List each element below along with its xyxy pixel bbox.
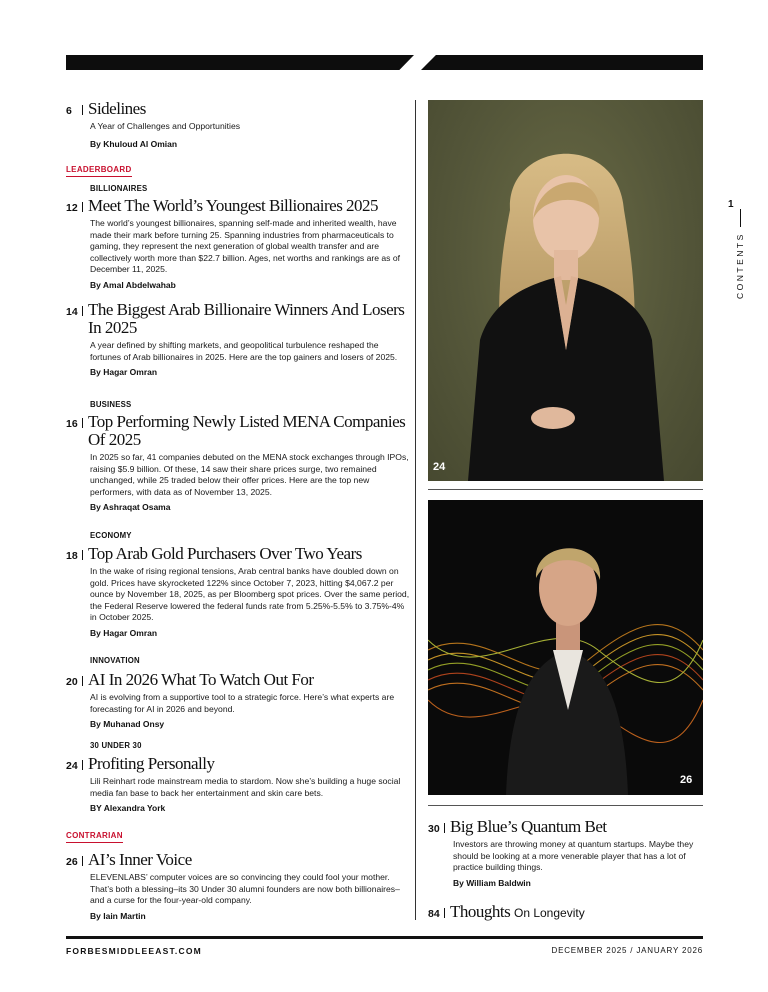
entry-title[interactable]: AI’s Inner Voice	[88, 850, 192, 869]
column-divider	[415, 100, 416, 920]
thoughts-subtitle: On Longevity	[513, 906, 585, 920]
sidebar-section-label: CONTENTS	[735, 232, 745, 299]
portrait-illustration	[428, 500, 703, 795]
category-economy: ECONOMY	[90, 531, 132, 540]
toc-entry-arab-gold-purchasers[interactable]	[66, 545, 411, 638]
category-billionaires: BILLIONAIRES	[90, 184, 148, 193]
toc-entry-mena-companies[interactable]	[66, 413, 411, 512]
entry-title[interactable]: Profiting Personally	[88, 754, 215, 773]
entry-title[interactable]: Sidelines	[88, 99, 146, 118]
page-number: 84	[428, 903, 450, 920]
entry-title[interactable]: AI In 2026 What To Watch Out For	[88, 670, 314, 689]
toc-entry-sidelines[interactable]	[66, 100, 411, 149]
entry-description: In 2025 so far, 41 companies debuted on the MENA stock exchanges through IPOs, raising $5.9 billion. Of these, 14 saw their share prices surge, two remained unchanged, while 25 traded below their offer prices. Here are the top new performers, with data as of November 13, 2025.	[90, 452, 409, 497]
entry-byline: By Muhanad Onsy	[90, 719, 165, 730]
toc-entry-big-blue-quantum[interactable]	[428, 818, 703, 888]
top-banner-left	[66, 55, 414, 70]
entry-byline: By Hagar Omran	[90, 367, 158, 378]
page-number: 6	[66, 100, 88, 117]
portrait-illustration	[428, 100, 703, 481]
entry-title[interactable]	[450, 903, 585, 922]
entry-title[interactable]: Top Arab Gold Purchasers Over Two Years	[88, 544, 362, 563]
page-number: 18	[66, 545, 88, 562]
entry-byline: By Hagar Omran	[90, 627, 158, 638]
sidebar-page-number: 1	[728, 199, 734, 210]
toc-entry-ai-inner-voice[interactable]	[66, 851, 411, 921]
entry-description: Investors are throwing money at quantum startups. Maybe they should be looking at a more venerable player that has a lot of practice building things.	[453, 839, 694, 873]
footer-issue-date: DECEMBER 2025 / JANUARY 2026	[551, 946, 703, 955]
page-number: 16	[66, 413, 88, 430]
entry-description: The world’s youngest billionaires, spanning self-made and inherited wealth, have made their mark before turning 25. Spanning industries from pharmaceuticals to gaming, they represent the next generation of global wealth transfer and are collectively worth more than $22.7 billion. Ages, net worths and rankings are as of December 11, 2025.	[90, 218, 401, 275]
photo-separator-bottom	[428, 805, 703, 806]
photo-separator	[428, 489, 703, 490]
top-banner-right	[421, 55, 703, 70]
entry-byline: By Iain Martin	[90, 910, 146, 921]
cover-photo-elevenlabs-founder[interactable]	[428, 500, 703, 795]
entry-description: A Year of Challenges and Opportunities	[90, 121, 241, 131]
entry-description: ELEVENLABS’ computer voices are so convincing they could fool your mother. That’s both a blessing–its 30 Under 30 alumni founders are now both billionaires– and a curse for the four-year-old company.	[90, 872, 400, 906]
entry-description: In the wake of rising regional tensions, Arab central banks have doubled down on gold. Prices have skyrocketed 122% since October 7, 2023, hitting $4,067.2 per ounce by November 18, 2025, as per Bloomberg spot prices. Over the same period, the Federal Reserve lowered the federal funds rate from 5.25%-5.5% to 3.75%-4% in October 2025.	[90, 566, 410, 623]
entry-byline: By Khuloud Al Omian	[90, 138, 178, 149]
page-number: 30	[428, 818, 450, 835]
cover-photo-lili-reinhart[interactable]	[428, 100, 703, 481]
footer-website[interactable]: FORBESMIDDLEEAST.COM	[66, 946, 202, 956]
entry-description: Lili Reinhart rode mainstream media to stardom. Now she’s building a huge social media fan base to back her entertainment and skin care bets.	[90, 776, 401, 798]
entry-byline: BY Alexandra York	[90, 803, 166, 814]
footer-rule	[66, 936, 703, 939]
photo-page-number: 26	[680, 774, 693, 786]
thoughts-title: Thoughts	[450, 902, 511, 921]
sidebar-rule	[740, 209, 741, 227]
section-label-leaderboard: LEADERBOARD	[66, 165, 132, 177]
entry-byline: By Amal Abdelwahab	[90, 279, 176, 290]
page-number: 20	[66, 671, 88, 688]
entry-title[interactable]: Big Blue’s Quantum Bet	[450, 817, 607, 836]
entry-description: A year defined by shifting markets, and geopolitical turbulence reshaped the fortunes of Arab billionaires in 2025. Here are the top gainers and losers of 2025.	[90, 340, 398, 362]
toc-entry-youngest-billionaires[interactable]	[66, 197, 411, 290]
entry-title[interactable]: Top Performing Newly Listed MENA Companies Of 2025	[88, 412, 406, 449]
entry-byline: By William Baldwin	[453, 877, 531, 888]
entry-byline: By Ashraqat Osama	[90, 502, 171, 513]
page-number: 14	[66, 301, 88, 318]
toc-entry-ai-2026[interactable]	[66, 671, 411, 729]
toc-entry-profiting-personally[interactable]	[66, 755, 411, 813]
section-label-contrarian: CONTRARIAN	[66, 831, 123, 843]
entry-description: AI is evolving from a supportive tool to a strategic force. Here’s what experts are forecasting for AI in 2026 and beyond.	[90, 692, 395, 714]
entry-title[interactable]: Meet The World’s Youngest Billionaires 2025	[88, 196, 379, 215]
page-number: 26	[66, 851, 88, 868]
entry-title[interactable]: The Biggest Arab Billionaire Winners And Losers In 2025	[88, 300, 405, 337]
category-30-under-30: 30 UNDER 30	[90, 741, 142, 750]
category-business: BUSINESS	[90, 400, 132, 409]
category-innovation: INNOVATION	[90, 656, 140, 665]
toc-entry-thoughts[interactable]	[428, 903, 703, 922]
toc-entry-arab-billionaire-winners[interactable]	[66, 301, 411, 377]
page-number: 24	[66, 755, 88, 772]
photo-page-number: 24	[433, 461, 446, 473]
page-number: 12	[66, 197, 88, 214]
